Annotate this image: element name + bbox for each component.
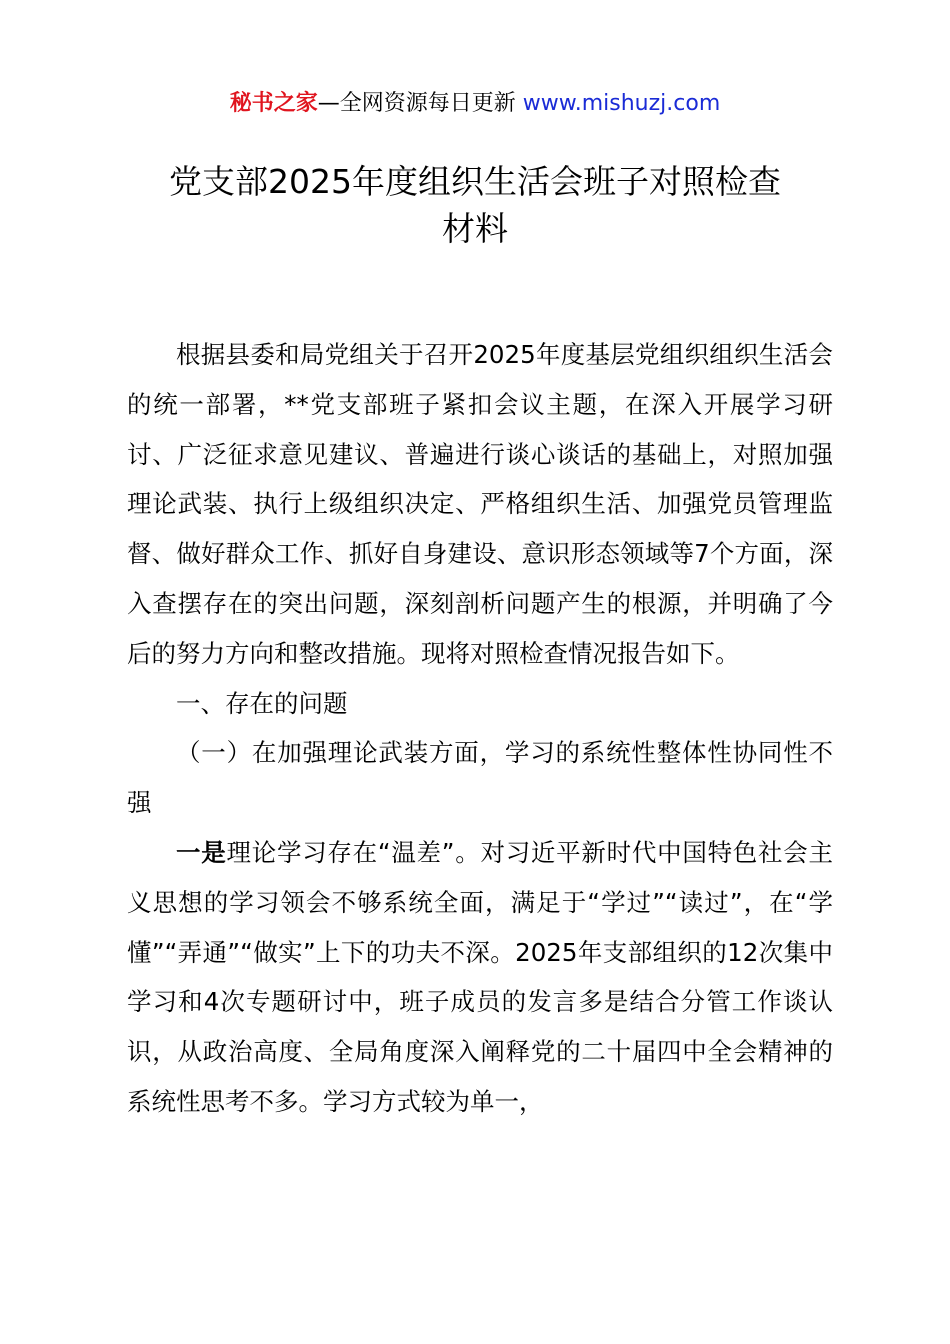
subsection-heading: （一）在加强理论武装方面，学习的系统性整体性协同性不强 [127, 738, 833, 818]
point-paragraph [127, 828, 833, 1127]
brand-name: 秘书之家 [229, 91, 318, 116]
header-tagline: —全网资源每日更新 [317, 91, 516, 116]
section-heading: 一、存在的问题 [176, 688, 348, 718]
site-header [0, 88, 950, 120]
intro-paragraph: 根据县委和局党组关于召开2025年度基层党组织组织生活会的统一部署，**党支部班子紧扣会议主题，在深入开展学习研讨、广泛征求意见建议、普遍进行谈心谈话的基础上，对照加强理论武装、执行上级组织决定、严格组织生活、加强党员管理监督、做好群众工作、抓好自身建设、意识形态领域等7个方面，深入查摆存在的突出问题，深刻剖析问题产生的根源，并明确了今后的努力方向和整改措施。现将对照检查情况报告如下。 [127, 340, 833, 668]
title-line-1: 党支部2025年度组织生活会班子对照检查 [169, 162, 781, 201]
site-url-link[interactable]: www.mishuzj.com [522, 91, 721, 116]
title-line-2: 材料 [442, 209, 508, 248]
document-body [127, 330, 833, 1127]
document-title [120, 158, 830, 252]
point-text: 理论学习存在“温差”。对习近平新时代中国特色社会主义思想的学习领会不够系统全面，满足于“学过”“读过”，在“学懂”“弄通”“做实”上下的功夫不深。2025年支部组织的12次集中学习和4次专题研讨中，班子成员的发言多是结合分管工作谈认识，从政治高度、全局角度深入阐释党的二十届四中全会精神的系统性思考不多。学习方式较为单一， [127, 837, 834, 1116]
point-label: 一是 [176, 837, 227, 867]
